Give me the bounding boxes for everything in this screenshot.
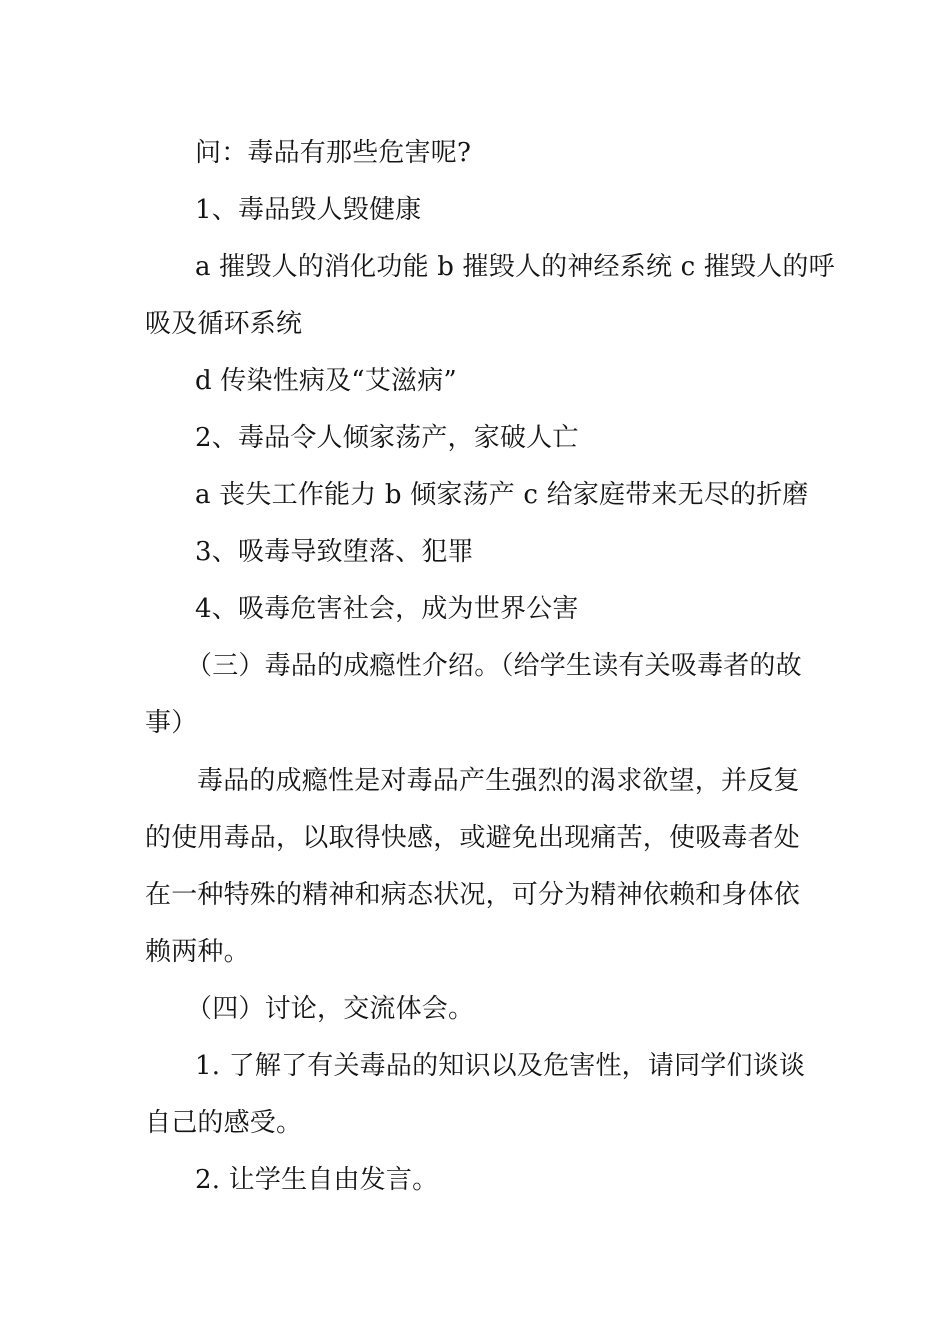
harm-2-items: a 丧失工作能力 b 倾家荡产 c 给家庭带来无尽的折磨	[195, 480, 809, 510]
section-3-paragraph-line-2: 的使用毒品，以取得快感，或避免出现痛苦，使吸毒者处	[145, 823, 801, 853]
harm-3-heading: 3、吸毒导致堕落、犯罪	[195, 537, 474, 567]
harm-1-items-line-2: 吸及循环系统	[145, 309, 303, 339]
section-3-paragraph-line-4: 赖两种。	[145, 937, 250, 967]
harm-2-heading: 2、毒品令人倾家荡产，家破人亡	[195, 423, 579, 453]
section-4-title: （四）讨论，交流体会。	[186, 994, 475, 1024]
section-3-title-line-1: （三）毒品的成瘾性介绍。（给学生读有关吸毒者的故	[186, 651, 802, 681]
harm-1-items-line-1: a 摧毁人的消化功能 b 摧毁人的神经系统 c 摧毁人的呼	[195, 252, 835, 282]
harm-1-item-d: d 传染性病及“艾滋病”	[195, 366, 457, 396]
section-4-item-1-line-2: 自己的感受。	[145, 1108, 303, 1138]
section-3-title-line-2: 事）	[145, 708, 198, 738]
section-4-item-1-line-1: 1. 了解了有关毒品的知识以及危害性，请同学们谈谈	[195, 1051, 806, 1081]
section-3-paragraph-line-3: 在一种特殊的精神和病态状况，可分为精神依赖和身体依	[145, 880, 801, 910]
question-line: 问：毒品有那些危害呢?	[195, 138, 472, 168]
section-3-paragraph-line-1: 毒品的成瘾性是对毒品产生强烈的渴求欲望，并反复	[197, 766, 800, 796]
section-4-item-2: 2. 让学生自由发言。	[195, 1165, 439, 1195]
harm-4-heading: 4、吸毒危害社会，成为世界公害	[195, 594, 579, 624]
harm-1-heading: 1、毒品毁人毁健康	[195, 195, 422, 225]
